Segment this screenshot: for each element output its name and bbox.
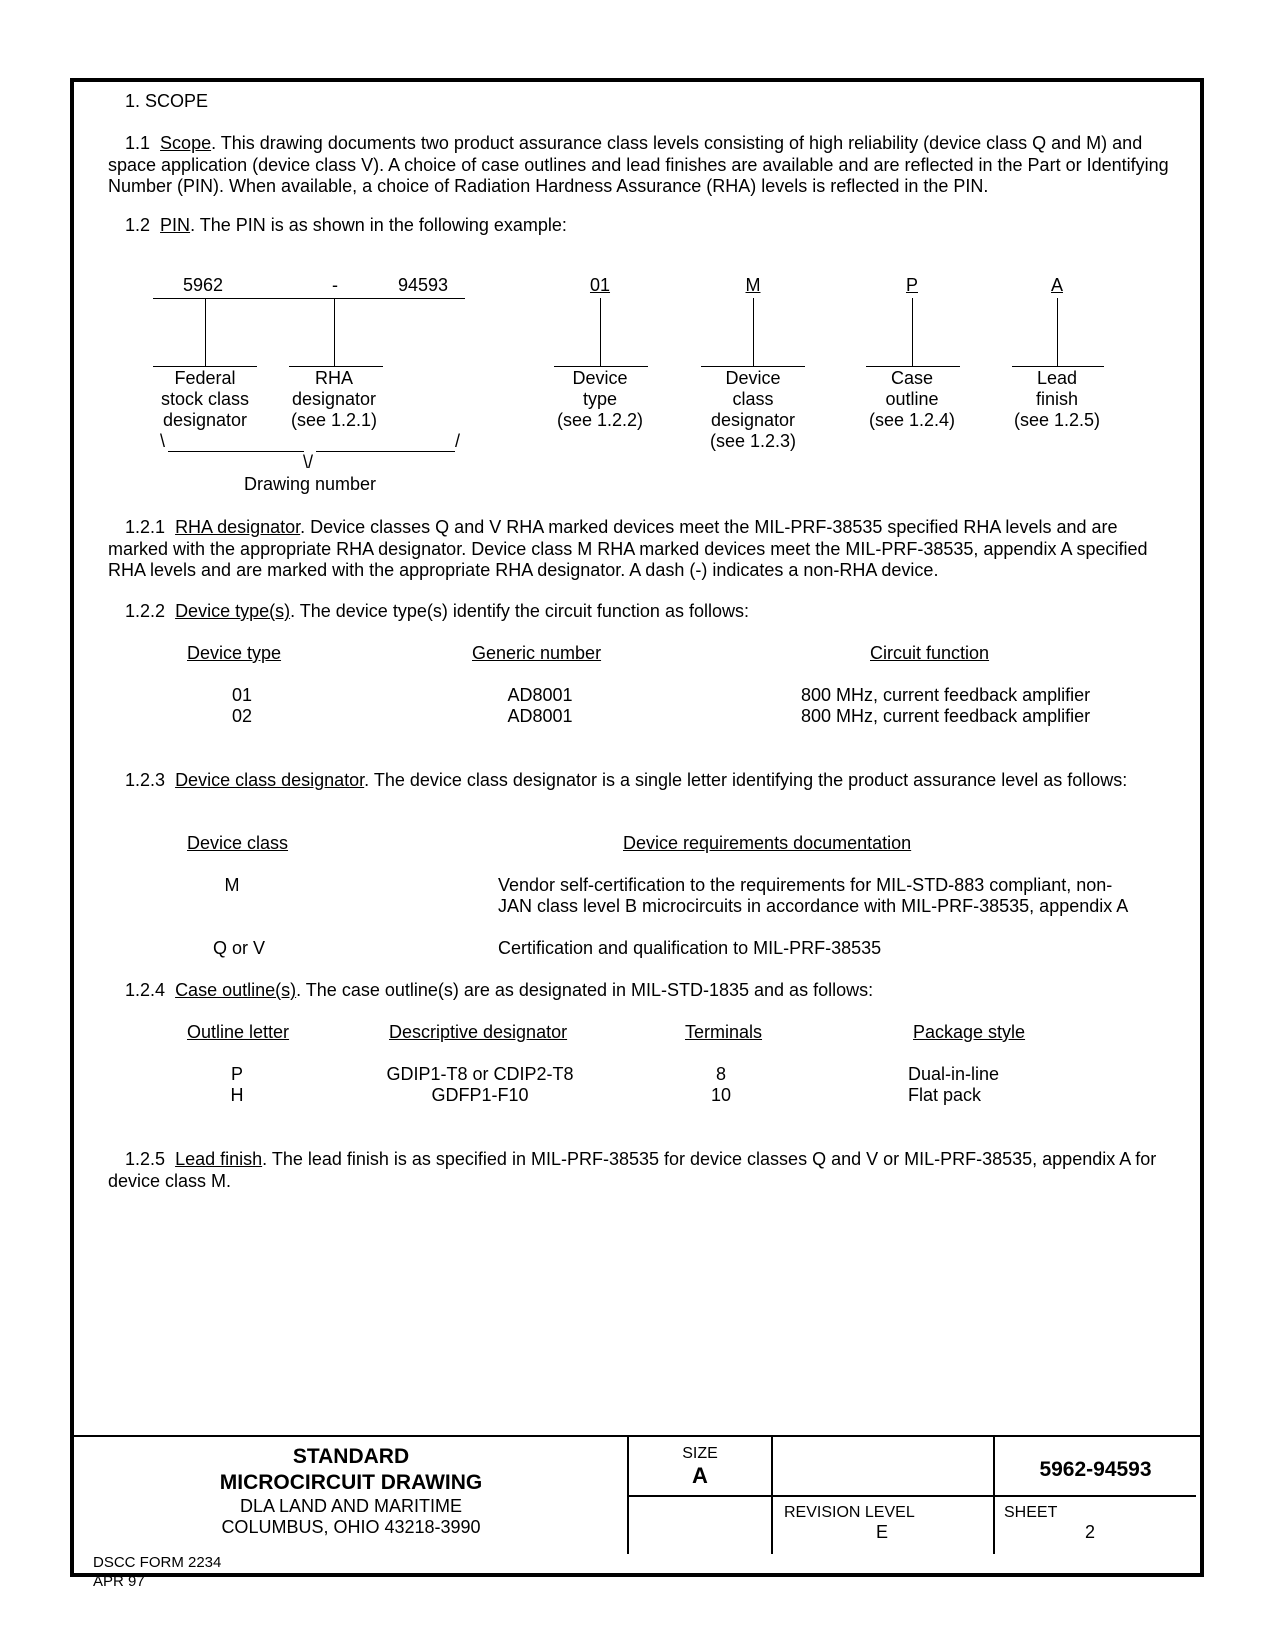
label-case: Case outline (see 1.2.4) [868,368,956,430]
terminals-header: Terminals [685,1022,763,1042]
table-row: P [230,1064,243,1084]
generic-number-header: Generic number [472,643,602,663]
label-line-rha [289,366,383,367]
package-style-header: Package style [913,1022,1026,1042]
table-row: AD8001 [507,685,573,705]
table-row: 10 [710,1085,732,1105]
size-label: SIZE [682,1445,718,1462]
label-type: Device type (see 1.2.2) [556,368,644,430]
bracket-left: \ [160,431,166,451]
size-value: A [692,1463,708,1488]
pin-lead: A [1050,275,1063,295]
bracket-v: \/ [303,452,314,472]
paragraph-1-2: 1.2 PIN. The PIN is as shown in the following example: [125,215,567,235]
revision-label: REVISION LEVEL [784,1504,915,1521]
revision-value: E [875,1522,888,1542]
table-row: Dual-in-line [908,1064,1000,1084]
connector-fsc [205,299,206,366]
descriptive-designator-header: Descriptive designator [389,1022,568,1042]
outline-letter-header: Outline letter [187,1022,290,1042]
label-line-fsc [153,366,257,367]
table-row: 800 MHz, current feedback amplifier [801,706,1091,726]
table-row: H [230,1085,244,1105]
page-frame [70,78,1204,1577]
title-block-name: STANDARD MICROCIRCUIT DRAWING [219,1445,483,1494]
table-row: AD8001 [507,706,573,726]
label-line-case [866,366,960,367]
pin-underline [153,298,465,299]
circuit-function-header: Circuit function [870,643,990,663]
label-rha: RHA designator (see 1.2.1) [290,368,378,430]
connector-case [912,298,913,366]
drawing-number-label: Drawing number [244,474,377,494]
paragraph-1-2-3: 1.2.3 Device class designator. The device class designator is a single letter identifying the product assurance level as follows: [125,770,1128,790]
pin-case: P [905,275,918,295]
title-block-top-border [74,1435,1200,1437]
pin-type: 01 [589,275,611,295]
form-id: DSCC FORM 2234 APR 97 [93,1554,222,1590]
table-row: GDFP1-F10 [431,1085,529,1105]
paragraph-1-2-2: 1.2.2 Device type(s). The device type(s) identify the circuit function as follows: [125,601,749,621]
table-row: Certification and qualification to MIL-PRF-38535 [498,938,882,958]
section-heading: 1. SCOPE [125,91,209,111]
title-block-mid-line [628,1495,1196,1497]
pin-dash: - [332,275,338,295]
label-class: Device class designator (see 1.2.3) [709,368,797,451]
table-row: Vendor self-certification to the requirements for MIL-STD-883 compliant, non- JAN class level B microcircuits in accordance with MIL-PRF-38535, appendix A [498,875,1129,916]
label-fsc: Federal stock class designator [160,368,250,430]
pin-class: M [745,275,761,295]
table-row: Q or V [213,938,266,958]
table-row: 8 [715,1064,726,1084]
table-row: 02 [231,706,253,726]
bracket-right: / [455,431,461,451]
pin-number: 94593 [398,275,449,295]
sheet-label: SHEET [1004,1504,1058,1521]
connector-type [600,298,601,366]
device-type-header: Device type [187,643,282,663]
label-line-lead [1012,366,1104,367]
table-row: M [224,875,240,895]
label-line-class [701,366,805,367]
paragraph-1-2-4: 1.2.4 Case outline(s). The case outline(s) are as designated in MIL-STD-1835 and as follows: [125,980,874,1000]
paragraph-1-1: 1.1 Scope. This drawing documents two product assurance class levels consisting of high reliability (device class Q and M) and space application (device class V). A choice of case outlines and lead finishes are available and are reflected in the Part or Identifying Number (PIN). When available, a choice of Radiation Hardness Assurance (RHA) levels is reflected in the PIN. [108,133,1169,196]
connector-class [753,298,754,366]
table-row: GDIP1-T8 or CDIP2-T8 [386,1064,574,1084]
label-lead: Lead finish (see 1.2.5) [1013,368,1101,430]
paragraph-1-2-1: 1.2.1 RHA designator. Device classes Q and V RHA marked devices meet the MIL-PRF-38535 specified RHA levels and are marked with the appropriate RHA designator. Device class M RHA marked devices meet the MIL-PRF-38535, appendix A specified RHA levels and are marked with the appropriate RHA designator. A dash (-) indicates a non-RHA device. [108,517,1148,580]
sheet-value: 2 [1084,1522,1095,1542]
label-line-type [554,366,648,367]
device-class-header: Device class [187,833,289,853]
bracket-line-left [168,451,304,452]
paragraph-1-2-5: 1.2.5 Lead finish. The lead finish is as specified in MIL-PRF-38535 for device classes Q and V or MIL-PRF-38535, appendix A for device class M. [108,1149,1157,1191]
bracket-line-right [316,451,455,452]
pin-fsc: 5962 [183,275,224,295]
drawing-number: 5962-94593 [1039,1458,1152,1481]
table-row: Flat pack [908,1085,982,1105]
device-requirements-header: Device requirements documentation [623,833,912,853]
table-row: 01 [231,685,253,705]
table-row: 800 MHz, current feedback amplifier [801,685,1091,705]
connector-rha [334,299,335,366]
title-block-agency: DLA LAND AND MARITIME COLUMBUS, OHIO 43218-3990 [221,1496,481,1537]
connector-lead [1057,298,1058,366]
